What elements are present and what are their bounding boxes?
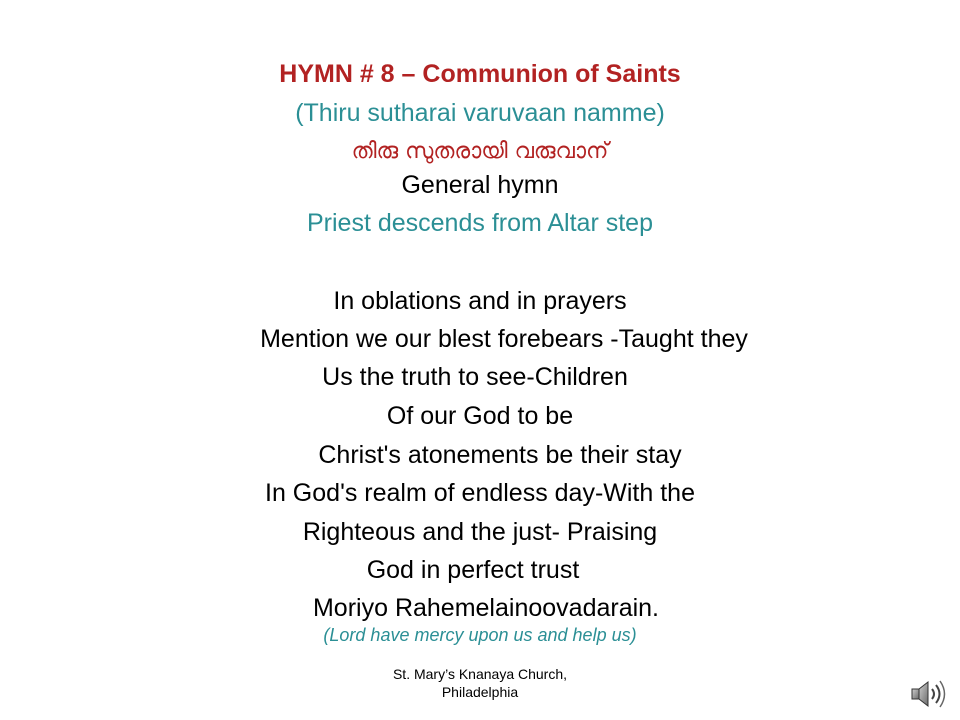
verse-line-8: God in perfect trust: [366, 556, 580, 584]
verse-line-4: Of our God to be: [386, 402, 574, 430]
verse-line-7: Righteous and the just- Praising: [302, 518, 658, 546]
verse-line-6: In God's realm of endless day-With the: [265, 479, 695, 507]
church-footer: [330, 665, 630, 701]
hymn-malayalam-title: തിരു സുതരായി വരുവാന്: [351, 139, 609, 164]
hymn-subtitle: (Thiru sutharai varuvaan namme): [295, 99, 665, 127]
hymn-title: HYMN # 8 – Communion of Saints: [279, 60, 681, 88]
verse-line-3: Us the truth to see-Children: [322, 363, 628, 391]
liturgical-instruction: Priest descends from Altar step: [307, 209, 653, 237]
footer-city: Philadelphia: [441, 684, 519, 700]
verse-line-1: In oblations and in prayers: [333, 287, 627, 315]
verse-line-9: Moriyo Rahemelainoovadarain.: [312, 594, 660, 622]
speaker-icon-graphic: [909, 678, 949, 710]
speaker-icon[interactable]: [909, 678, 949, 710]
hymn-category: General hymn: [401, 171, 559, 199]
verse-line-2: Mention we our blest forebears -Taught they: [260, 325, 748, 353]
footer-church-name: St. Mary’s Knanaya Church,: [392, 666, 568, 682]
hymn-response: (Lord have mercy upon us and help us): [323, 625, 637, 645]
verse-line-5: Christ's atonements be their stay: [318, 441, 682, 469]
